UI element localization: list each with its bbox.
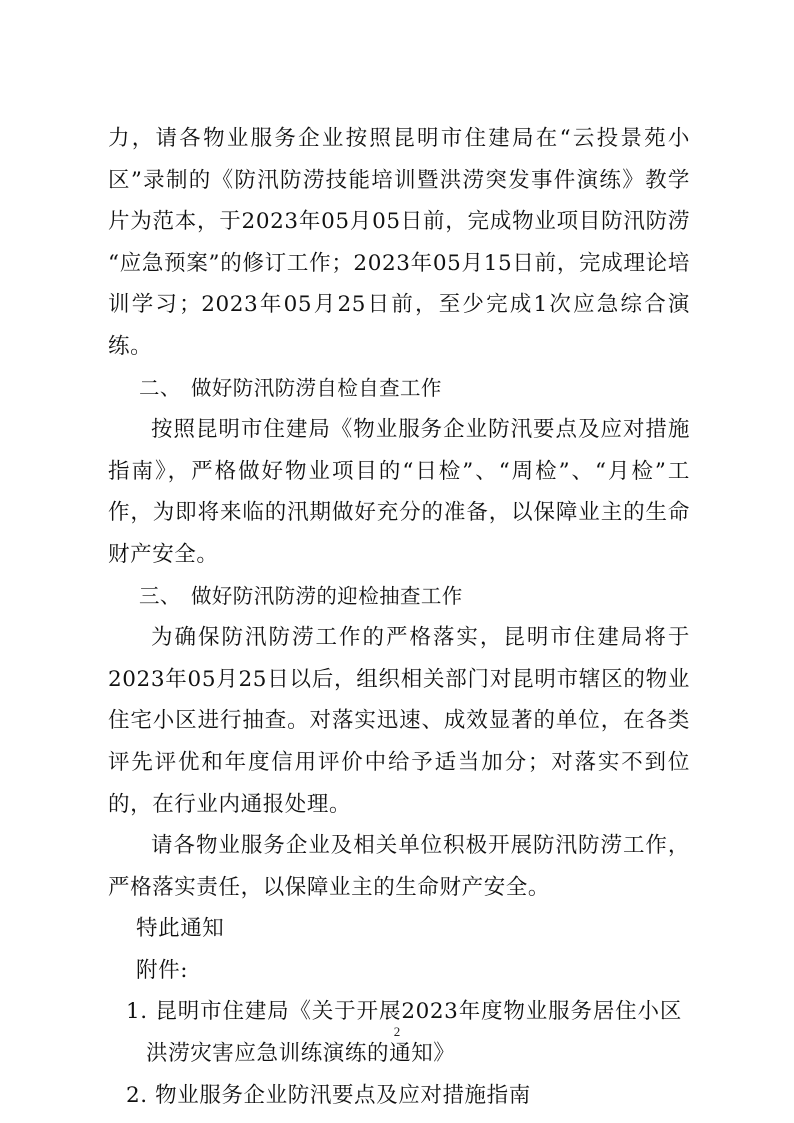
section-3-paragraph: 为确保防汛防涝工作的严格落实，昆明市住建局将于2023年05月25日以后，组织相关部门对昆明市辖区的物业住宅小区进行抽查。对落实迅速、成效显著的单位，在各类评先评优和年度信用评价中给予适当加分；对落实不到位的，在行业内通报处理。: [108, 625, 690, 817]
section-title: 做好防汛防涝的迎检抽查工作: [191, 583, 463, 608]
section-heading-3: [108, 576, 690, 618]
section-number: 二、: [139, 375, 181, 400]
section-heading-2: [108, 368, 690, 410]
section-number: 三、: [139, 583, 181, 608]
section-title: 做好防汛防涝自检自查工作: [191, 375, 442, 400]
attachment-item: 2. 物业服务企业防汛要点及应对措施指南: [126, 1082, 531, 1108]
closing-paragraph: 请各物业服务企业及相关单位积极开展防汛防涝工作，严格落实责任，以保障业主的生命财产安全。: [108, 833, 690, 900]
section-2-paragraph: 按照昆明市住建局《物业服务企业防汛要点及应对措施指南》，严格做好物业项目的“日检”、“周检”、“月检”工作，为即将来临的汛期做好充分的准备，以保障业主的生命财产安全。: [108, 417, 690, 567]
notice-ending: 特此通知: [136, 916, 225, 942]
page-number: 2: [393, 1024, 401, 1039]
attachment-item: 1. 昆明市住建局《关于开展2023年度物业服务居住小区洪涝灾害应急训练演练的通知》: [126, 999, 682, 1067]
continued-paragraph: 力，请各物业服务企业按照昆明市住建局在“云投景苑小区”录制的《防汛防涝技能培训暨洪涝突发事件演练》教学片为范本，于2023年05月05日前，完成物业项目防汛防涝 “应急预案”的修订工作；2023年05月15日前，完成理论培训学习；2023年05月25日前，至少完成1次应急综合演练。: [108, 126, 690, 359]
attachments-label: 附件:: [136, 957, 189, 983]
document-body: [108, 118, 690, 1116]
